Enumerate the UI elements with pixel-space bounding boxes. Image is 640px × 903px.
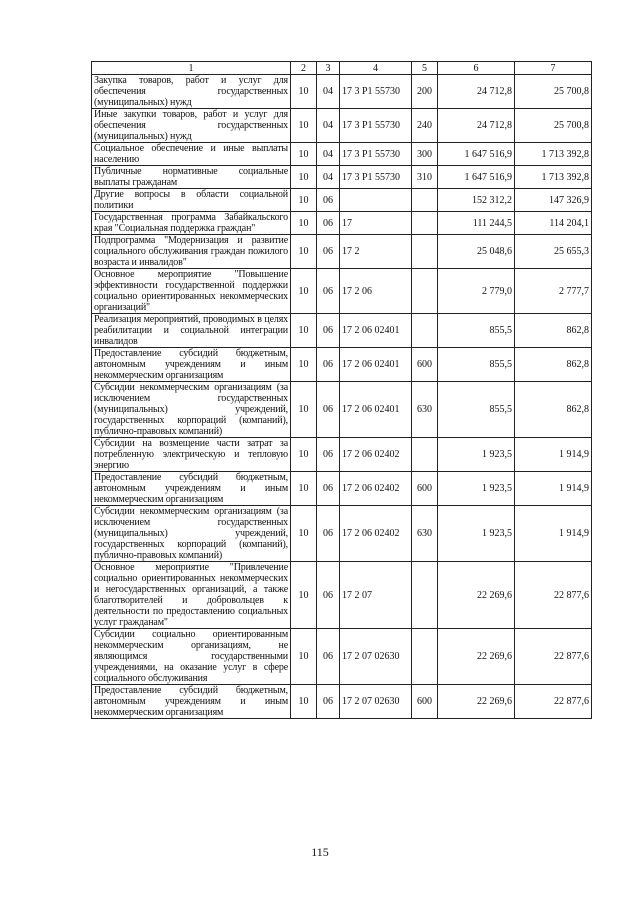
- expense-type-code: 600: [412, 348, 438, 382]
- row-name: Реализация мероприятий, проводимых в целях реабилитации и социальной интеграции инвалидов: [92, 314, 291, 348]
- target-article-code: 17: [340, 212, 412, 235]
- amount-year-1: 22 269,6: [438, 685, 515, 719]
- section-code: 10: [291, 212, 317, 235]
- table-row: [92, 438, 592, 472]
- table-row: [92, 235, 592, 269]
- amount-year-2: 862,8: [515, 348, 592, 382]
- target-article-code: 17 2 06 02402: [340, 472, 412, 506]
- target-article-code: 17 2 06 02401: [340, 382, 412, 438]
- section-code: 10: [291, 348, 317, 382]
- column-header: 3: [317, 62, 340, 75]
- target-article-code: [340, 189, 412, 212]
- page-number: 115: [311, 845, 329, 859]
- row-name: Основное мероприятие "Привлечение социально ориентированных некоммерческих и негосударственных организаций, а также благотворителей и добровольцев к деятельности по предоставлению социальных услуг гражданам": [92, 562, 291, 629]
- subsection-code: 06: [317, 472, 340, 506]
- section-code: 10: [291, 109, 317, 143]
- row-name: Предоставление субсидий бюджетным, автономным учреждениям и иным некоммерческим организациям: [92, 472, 291, 506]
- amount-year-2: 862,8: [515, 382, 592, 438]
- section-code: 10: [291, 472, 317, 506]
- target-article-code: 17 2 06 02401: [340, 348, 412, 382]
- expense-type-code: 630: [412, 506, 438, 562]
- column-header: 7: [515, 62, 592, 75]
- target-article-code: 17 2 07 02630: [340, 629, 412, 685]
- subsection-code: 06: [317, 189, 340, 212]
- expense-type-code: [412, 212, 438, 235]
- row-name: Субсидии некоммерческим организациям (за исключением государственных (муниципальных) учреждений, государственных корпораций (компаний), публично-правовых компаний): [92, 506, 291, 562]
- table-row: [92, 75, 592, 109]
- table-row: [92, 382, 592, 438]
- target-article-code: 17 3 P1 55730: [340, 143, 412, 166]
- subsection-code: 06: [317, 348, 340, 382]
- amount-year-2: 25 700,8: [515, 75, 592, 109]
- row-name: Субсидии некоммерческим организациям (за исключением государственных (муниципальных) учреждений, государственных корпораций (компаний), публично-правовых компаний): [92, 382, 291, 438]
- expense-type-code: 240: [412, 109, 438, 143]
- expense-type-code: [412, 269, 438, 314]
- amount-year-1: 1 923,5: [438, 438, 515, 472]
- table-row: [92, 166, 592, 189]
- expense-type-code: 600: [412, 685, 438, 719]
- subsection-code: 06: [317, 506, 340, 562]
- section-code: 10: [291, 235, 317, 269]
- row-name: Подпрограмма "Модернизация и развитие социального обслуживания граждан пожилого возраста и инвалидов": [92, 235, 291, 269]
- table-row: [92, 189, 592, 212]
- amount-year-1: 25 048,6: [438, 235, 515, 269]
- target-article-code: 17 3 P1 55730: [340, 166, 412, 189]
- subsection-code: 06: [317, 562, 340, 629]
- amount-year-1: 1 923,5: [438, 472, 515, 506]
- table-row: [92, 348, 592, 382]
- expense-type-code: [412, 562, 438, 629]
- amount-year-2: 1 713 392,8: [515, 166, 592, 189]
- amount-year-1: 111 244,5: [438, 212, 515, 235]
- table-row: [92, 269, 592, 314]
- row-name: Иные закупки товаров, работ и услуг для обеспечения государственных (муниципальных) нужд: [92, 109, 291, 143]
- subsection-code: 06: [317, 269, 340, 314]
- amount-year-2: 1 914,9: [515, 472, 592, 506]
- subsection-code: 06: [317, 212, 340, 235]
- target-article-code: 17 3 P1 55730: [340, 75, 412, 109]
- amount-year-2: 147 326,9: [515, 189, 592, 212]
- target-article-code: 17 3 P1 55730: [340, 109, 412, 143]
- table-row: [92, 629, 592, 685]
- target-article-code: 17 2 07 02630: [340, 685, 412, 719]
- column-header: 4: [340, 62, 412, 75]
- expense-type-code: 630: [412, 382, 438, 438]
- row-name: Предоставление субсидий бюджетным, автономным учреждениям и иным некоммерческим организациям: [92, 348, 291, 382]
- table-row: [92, 562, 592, 629]
- row-name: Субсидии социально ориентированным некоммерческим организациям, не являющимся государственными учреждениями, на оказание услуг в сфере социального обслуживания: [92, 629, 291, 685]
- row-name: Государственная программа Забайкальского края "Социальная поддержка граждан": [92, 212, 291, 235]
- table-row: [92, 472, 592, 506]
- amount-year-2: 25 700,8: [515, 109, 592, 143]
- expense-type-code: [412, 235, 438, 269]
- section-code: 10: [291, 75, 317, 109]
- amount-year-2: 2 777,7: [515, 269, 592, 314]
- table-row: [92, 685, 592, 719]
- table-row: [92, 314, 592, 348]
- target-article-code: 17 2: [340, 235, 412, 269]
- amount-year-2: 22 877,6: [515, 562, 592, 629]
- budget-table: [91, 61, 592, 719]
- expense-type-code: 300: [412, 143, 438, 166]
- row-name: Другие вопросы в области социальной политики: [92, 189, 291, 212]
- amount-year-1: 22 269,6: [438, 562, 515, 629]
- expense-type-code: 200: [412, 75, 438, 109]
- subsection-code: 06: [317, 314, 340, 348]
- row-name: Публичные нормативные социальные выплаты гражданам: [92, 166, 291, 189]
- expense-type-code: [412, 438, 438, 472]
- section-code: 10: [291, 314, 317, 348]
- amount-year-1: 855,5: [438, 348, 515, 382]
- row-name: Социальное обеспечение и иные выплаты населению: [92, 143, 291, 166]
- section-code: 10: [291, 189, 317, 212]
- row-name: Основное мероприятие "Повышение эффективности государственной поддержки социально ориентированных некоммерческих организаций": [92, 269, 291, 314]
- target-article-code: 17 2 06 02401: [340, 314, 412, 348]
- subsection-code: 06: [317, 382, 340, 438]
- target-article-code: 17 2 06: [340, 269, 412, 314]
- section-code: 10: [291, 269, 317, 314]
- section-code: 10: [291, 629, 317, 685]
- row-name: Закупка товаров, работ и услуг для обеспечения государственных (муниципальных) нужд: [92, 75, 291, 109]
- amount-year-2: 862,8: [515, 314, 592, 348]
- amount-year-1: 2 779,0: [438, 269, 515, 314]
- column-header: 2: [291, 62, 317, 75]
- section-code: 10: [291, 143, 317, 166]
- amount-year-2: 1 914,9: [515, 506, 592, 562]
- amount-year-1: 1 647 516,9: [438, 143, 515, 166]
- amount-year-2: 1 713 392,8: [515, 143, 592, 166]
- row-name: Предоставление субсидий бюджетным, автономным учреждениям и иным некоммерческим организациям: [92, 685, 291, 719]
- amount-year-1: 22 269,6: [438, 629, 515, 685]
- amount-year-1: 24 712,8: [438, 75, 515, 109]
- amount-year-1: 855,5: [438, 382, 515, 438]
- section-code: 10: [291, 382, 317, 438]
- column-header: 6: [438, 62, 515, 75]
- subsection-code: 04: [317, 166, 340, 189]
- table-row: [92, 109, 592, 143]
- subsection-code: 04: [317, 143, 340, 166]
- subsection-code: 04: [317, 75, 340, 109]
- column-header: 5: [412, 62, 438, 75]
- expense-type-code: 600: [412, 472, 438, 506]
- expense-type-code: [412, 629, 438, 685]
- section-code: 10: [291, 166, 317, 189]
- target-article-code: 17 2 06 02402: [340, 438, 412, 472]
- table-row: [92, 506, 592, 562]
- amount-year-2: 25 655,3: [515, 235, 592, 269]
- amount-year-1: 1 647 516,9: [438, 166, 515, 189]
- subsection-code: 06: [317, 235, 340, 269]
- amount-year-2: 22 877,6: [515, 629, 592, 685]
- section-code: 10: [291, 685, 317, 719]
- section-code: 10: [291, 562, 317, 629]
- row-name: Субсидии на возмещение части затрат за потребленную электрическую и тепловую энергию: [92, 438, 291, 472]
- column-header: 1: [92, 62, 291, 75]
- section-code: 10: [291, 506, 317, 562]
- amount-year-1: 24 712,8: [438, 109, 515, 143]
- amount-year-1: 855,5: [438, 314, 515, 348]
- amount-year-1: 1 923,5: [438, 506, 515, 562]
- table-row: [92, 212, 592, 235]
- target-article-code: 17 2 06 02402: [340, 506, 412, 562]
- subsection-code: 06: [317, 629, 340, 685]
- expense-type-code: [412, 314, 438, 348]
- subsection-code: 06: [317, 685, 340, 719]
- amount-year-2: 114 204,1: [515, 212, 592, 235]
- expense-type-code: 310: [412, 166, 438, 189]
- subsection-code: 06: [317, 438, 340, 472]
- expense-type-code: [412, 189, 438, 212]
- table-header-row: [92, 62, 592, 75]
- table-row: [92, 143, 592, 166]
- amount-year-2: 22 877,6: [515, 685, 592, 719]
- target-article-code: 17 2 07: [340, 562, 412, 629]
- subsection-code: 04: [317, 109, 340, 143]
- amount-year-1: 152 312,2: [438, 189, 515, 212]
- amount-year-2: 1 914,9: [515, 438, 592, 472]
- section-code: 10: [291, 438, 317, 472]
